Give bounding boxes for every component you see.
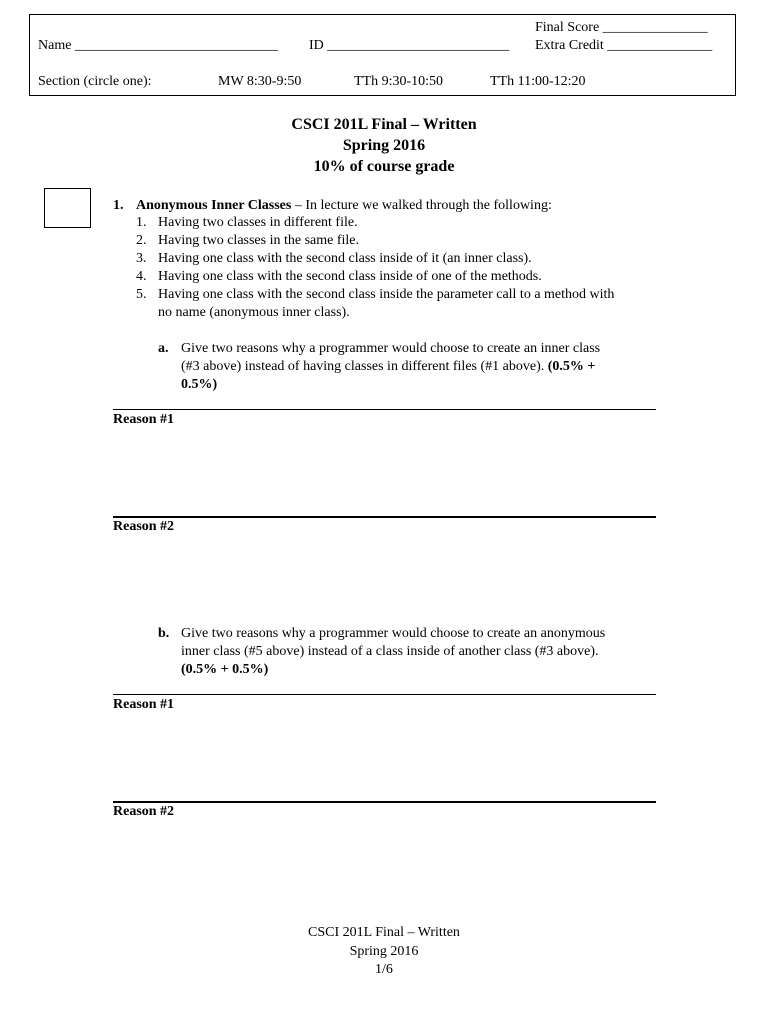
part-b-reason1-label: Reason #1 [113,697,175,712]
answer-divider [113,516,656,518]
part-a-reason1-answer-area[interactable] [113,430,656,514]
list-item-num: 2. [136,233,147,248]
extra-credit-field[interactable]: Extra Credit _______________ [535,38,713,53]
part-a-reason2-answer-area[interactable] [113,537,656,617]
part-a-text: (#3 above) instead of having classes in different files (#1 above). [181,359,548,374]
question-heading: Anonymous Inner Classes [136,198,292,213]
name-field[interactable]: Name _____________________________ [38,38,278,53]
part-a-text-line1: Give two reasons why a programmer would choose to create an inner class [181,341,601,356]
question-intro: – In lecture we walked through the following: [291,198,552,213]
list-item-num: 5. [136,287,147,302]
section-option-tth-930[interactable]: TTh 9:30-10:50 [354,74,444,89]
part-b-text-line1: Give two reasons why a programmer would choose to create an anonymous [181,626,606,641]
question-heading-line [136,197,552,215]
section-label: Section (circle one): [38,74,152,89]
list-item: Having two classes in different file. [158,215,358,230]
exam-weight: 10% of course grade [313,158,455,175]
part-a-points-cont: 0.5%) [181,377,218,392]
part-b-reason1-answer-area[interactable] [113,715,656,799]
footer-title: CSCI 201L Final – Written [308,925,460,940]
list-item-num: 3. [136,251,147,266]
part-b-reason2-answer-area[interactable] [113,822,656,912]
exam-title: CSCI 201L Final – Written [291,116,477,133]
part-b-points: (0.5% + 0.5%) [181,662,269,677]
page-number: 1/6 [375,962,393,977]
list-item-continuation: no name (anonymous inner class). [158,305,350,320]
part-b-label: b. [158,626,170,641]
list-item-num: 4. [136,269,147,284]
part-a-points: (0.5% + [547,359,596,374]
answer-divider [113,694,656,695]
list-item: Having one class with the second class inside the parameter call to a method with [158,287,615,302]
part-a-reason1-label: Reason #1 [113,412,175,427]
list-item: Having one class with the second class inside of one of the methods. [158,269,542,284]
answer-divider [113,801,656,803]
question-number: 1. [113,198,124,213]
answer-divider [113,409,656,410]
section-option-tth-1100[interactable]: TTh 11:00-12:20 [490,74,586,89]
list-item: Having one class with the second class inside of it (an inner class). [158,251,532,266]
question-score-box[interactable] [44,188,91,228]
list-item: Having two classes in the same file. [158,233,360,248]
part-b-reason2-label: Reason #2 [113,804,175,819]
exam-term: Spring 2016 [342,137,426,154]
final-score-field[interactable]: Final Score _______________ [535,20,708,35]
section-option-mw[interactable]: MW 8:30-9:50 [218,74,302,89]
footer-term: Spring 2016 [349,944,419,959]
list-item-num: 1. [136,215,147,230]
part-b-text-line2: inner class (#5 above) instead of a class inside of another class (#3 above). [181,644,599,659]
id-field[interactable]: ID __________________________ [309,38,510,53]
part-a-text-line2 [181,358,595,376]
part-a-reason2-label: Reason #2 [113,519,175,534]
part-a-label: a. [158,341,169,356]
